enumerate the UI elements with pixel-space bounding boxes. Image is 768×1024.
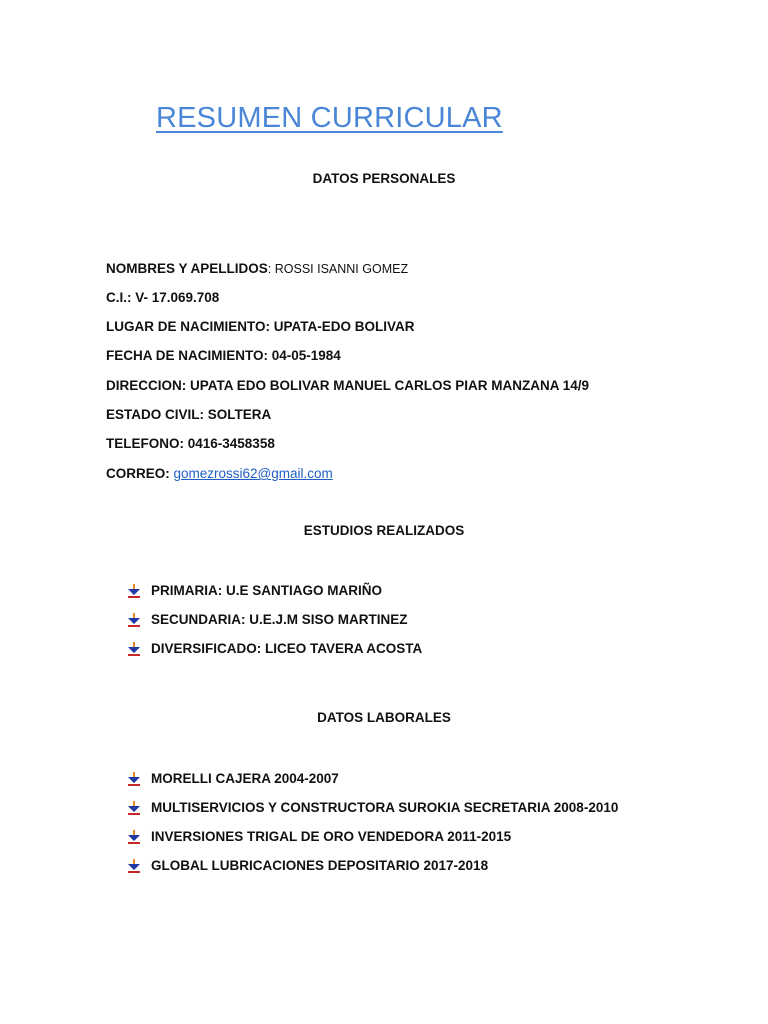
section-heading-personal: DATOS PERSONALES bbox=[312, 171, 456, 186]
document-title: RESUMEN CURRICULAR bbox=[156, 102, 503, 134]
field-birthdate: FECHA DE NACIMIENTO: 04-05-1984 bbox=[106, 348, 341, 363]
study-item-label: SECUNDARIA: U.E.J.M SISO MARTINEZ bbox=[151, 612, 408, 627]
work-item-label: INVERSIONES TRIGAL DE ORO VENDEDORA 2011-2015 bbox=[151, 829, 512, 844]
field-birthplace: LUGAR DE NACIMIENTO: UPATA-EDO BOLIVAR bbox=[106, 319, 415, 334]
field-name-label: NOMBRES Y APELLIDOS bbox=[106, 261, 268, 276]
arrow-bullet-icon bbox=[128, 642, 140, 656]
work-item-label: GLOBAL LUBRICACIONES DEPOSITARIO 2017-2018 bbox=[151, 858, 489, 873]
arrow-bullet-icon bbox=[128, 830, 140, 844]
field-email bbox=[106, 466, 333, 481]
study-item-label: PRIMARIA: U.E SANTIAGO MARIÑO bbox=[151, 583, 382, 598]
work-item-label: MULTISERVICIOS Y CONSTRUCTORA SUROKIA SECRETARIA 2008-2010 bbox=[151, 800, 619, 815]
field-phone: TELEFONO: 0416-3458358 bbox=[106, 436, 275, 451]
section-heading-studies: ESTUDIOS REALIZADOS bbox=[303, 523, 465, 538]
field-name bbox=[106, 261, 408, 276]
field-email-label: CORREO: bbox=[106, 466, 174, 481]
arrow-bullet-icon bbox=[128, 801, 140, 815]
field-address: DIRECCION: UPATA EDO BOLIVAR MANUEL CARLOS PIAR MANZANA 14/9 bbox=[106, 378, 590, 393]
arrow-bullet-icon bbox=[128, 613, 140, 627]
study-item-label: DIVERSIFICADO: LICEO TAVERA ACOSTA bbox=[151, 641, 423, 656]
study-item bbox=[128, 612, 408, 627]
field-civil-status: ESTADO CIVIL: SOLTERA bbox=[106, 407, 272, 422]
study-item bbox=[128, 583, 382, 598]
arrow-bullet-icon bbox=[128, 772, 140, 786]
work-item bbox=[128, 800, 618, 815]
work-item bbox=[128, 829, 511, 844]
study-item bbox=[128, 641, 422, 656]
field-ci: C.I.: V- 17.069.708 bbox=[106, 290, 220, 305]
arrow-bullet-icon bbox=[128, 859, 140, 873]
work-item bbox=[128, 771, 339, 786]
section-heading-work: DATOS LABORALES bbox=[317, 710, 451, 725]
work-item bbox=[128, 858, 488, 873]
work-item-label: MORELLI CAJERA 2004-2007 bbox=[151, 771, 339, 786]
field-name-value: : ROSSI ISANNI GOMEZ bbox=[267, 262, 409, 276]
arrow-bullet-icon bbox=[128, 584, 140, 598]
email-link[interactable]: gomezrossi62@gmail.com bbox=[173, 466, 333, 481]
